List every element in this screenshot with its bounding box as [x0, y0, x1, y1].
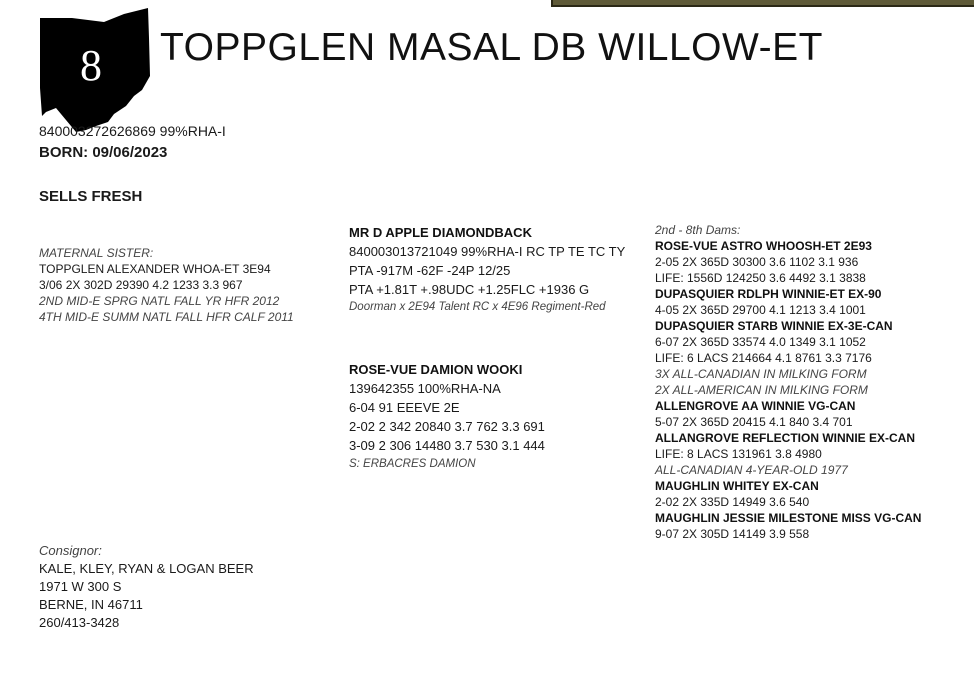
dam-ancestor-honor: 2X ALL-AMERICAN IN MILKING FORM — [655, 383, 868, 397]
lot-number: 8 — [80, 41, 102, 90]
dam-ancestor-name: DUPASQUIER RDLPH WINNIE-ET EX-90 — [655, 287, 882, 301]
consignor-city: BERNE, IN 46711 — [39, 597, 143, 612]
sire-registration: 840003013721049 99%RHA-I RC TP TE TC TY — [349, 244, 626, 259]
dam-record: 3-09 2 306 14480 3.7 530 3.1 444 — [349, 438, 545, 453]
dam-ancestor-record: 2-02 2X 335D 14949 3.6 540 — [655, 495, 810, 509]
dam-ancestor-record: LIFE: 8 LACS 131961 3.8 4980 — [655, 447, 822, 461]
sale-status: SELLS FRESH — [39, 188, 143, 205]
dam-ancestor-honor: 3X ALL-CANADIAN IN MILKING FORM — [655, 367, 867, 381]
dam-ancestor-record: LIFE: 1556D 124250 3.6 4492 3.1 3838 — [655, 271, 866, 285]
dam-ancestor-record: 9-07 2X 305D 14149 3.9 558 — [655, 527, 810, 541]
dam-ancestor-record: LIFE: 6 LACS 214664 4.1 8761 3.3 7176 — [655, 351, 872, 365]
sire-pedigree: Doorman x 2E94 Talent RC x 4E96 Regiment-Red — [349, 301, 606, 313]
registration-number: 840003272626869 99%RHA-I — [39, 123, 226, 139]
maternal-sister-heading: MATERNAL SISTER: — [39, 246, 154, 260]
birth-date: BORN: 09/06/2023 — [39, 144, 168, 161]
sire-section — [349, 223, 625, 315]
dam-ancestor-name: MAUGHLIN WHITEY EX-CAN — [655, 479, 819, 493]
page-title: TOPPGLEN MASAL DB WILLOW-ET — [160, 26, 823, 69]
maternal-sister-honor: 2ND MID-E SPRG NATL FALL YR HFR 2012 — [39, 294, 280, 308]
dam-ancestor-honor: ALL-CANADIAN 4-YEAR-OLD 1977 — [655, 463, 848, 477]
dams-heading: 2nd - 8th Dams: — [655, 223, 741, 237]
dam-ancestor-record: 6-07 2X 365D 33574 4.0 1349 3.1 1052 — [655, 335, 866, 349]
consignor-name: KALE, KLEY, RYAN & LOGAN BEER — [39, 561, 254, 576]
sire-pta-line: PTA +1.81T +.98UDC +1.25FLC +1936 G — [349, 282, 590, 297]
maternal-sister-section — [39, 245, 294, 325]
dam-ancestor-name: ALLANGROVE REFLECTION WINNIE EX-CAN — [655, 431, 915, 445]
maternal-sister-record: 3/06 2X 302D 29390 4.2 1233 3.3 967 — [39, 278, 243, 292]
dam-ancestor-name: MAUGHLIN JESSIE MILESTONE MISS VG-CAN — [655, 511, 922, 525]
dam-classification: 6-04 91 EEEVE 2E — [349, 400, 460, 415]
dam-ancestor-record: 5-07 2X 365D 20415 4.1 840 3.4 701 — [655, 415, 853, 429]
dams-list — [655, 238, 921, 542]
dam-ancestor-record: 2-05 2X 365D 30300 3.6 1102 3.1 936 — [655, 255, 859, 269]
consignor-address: 1971 W 300 S — [39, 579, 122, 594]
dam-ancestor-name: ALLENGROVE AA WINNIE VG-CAN — [655, 399, 856, 413]
dam-registration: 139642355 100%RHA-NA — [349, 381, 501, 396]
consignor-heading: Consignor: — [39, 543, 102, 558]
sire-pta-line: PTA -917M -62F -24P 12/25 — [349, 263, 511, 278]
dam-record: 2-02 2 342 20840 3.7 762 3.3 691 — [349, 419, 545, 434]
sire-name: MR D APPLE DIAMONDBACK — [349, 225, 532, 240]
maternal-sister-honor: 4TH MID-E SUMM NATL FALL HFR CALF 2011 — [39, 310, 294, 324]
consignor-phone: 260/413-3428 — [39, 615, 120, 630]
dam-name: ROSE-VUE DAMION WOOKI — [349, 362, 523, 377]
dam-ancestor-name: ROSE-VUE ASTRO WHOOSH-ET 2E93 — [655, 239, 872, 253]
dam-ancestor-record: 4-05 2X 365D 29700 4.1 1213 3.4 1001 — [655, 303, 866, 317]
dam-section — [349, 360, 545, 473]
dam-sire: S: ERBACRES DAMION — [349, 458, 476, 470]
dam-ancestor-name: DUPASQUIER STARB WINNIE EX-3E-CAN — [655, 319, 893, 333]
dams-section — [655, 222, 921, 542]
photo-edge — [551, 0, 974, 7]
consignor-section — [39, 542, 254, 632]
maternal-sister-name: TOPPGLEN ALEXANDER WHOA-ET 3E94 — [39, 262, 271, 276]
